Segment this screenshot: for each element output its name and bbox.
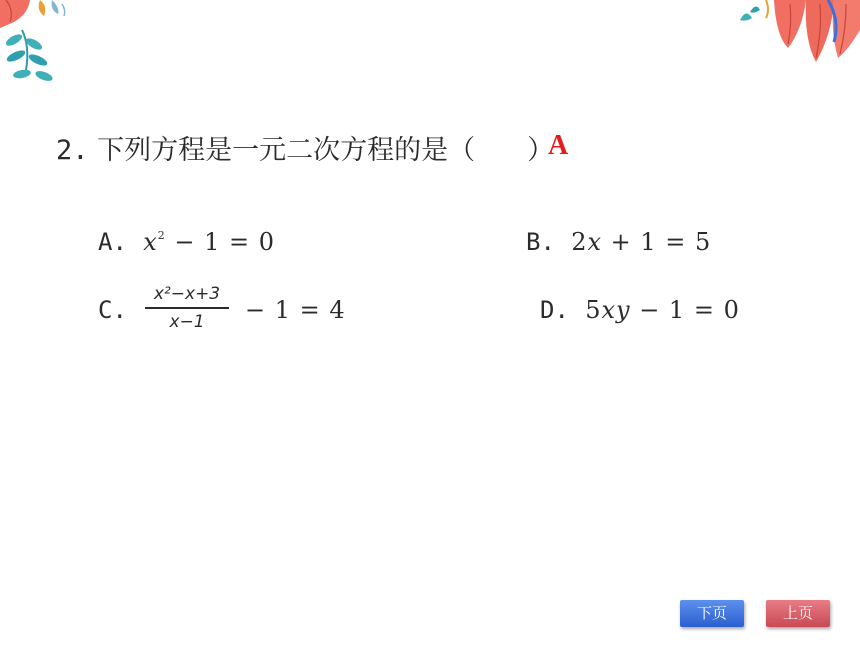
question-close-paren: ） — [527, 135, 555, 166]
floral-decoration-right — [730, 0, 860, 70]
option-a — [98, 228, 275, 256]
floral-decoration-left — [0, 0, 80, 95]
option-c-rest: − 1 = 4 — [245, 296, 346, 324]
option-c-numerator: x²−x+3 — [153, 284, 221, 304]
option-d-letter: D. — [540, 296, 569, 324]
option-a-equation: $x^2 - 1 = 0$ — [143, 228, 276, 256]
question-number: 2. — [56, 135, 89, 166]
answer-mark: A — [548, 130, 569, 161]
option-c-letter: C. — [98, 296, 127, 324]
option-b — [526, 228, 711, 256]
next-page-button[interactable]: 下页 — [680, 600, 744, 627]
option-c-denominator: x−1 — [169, 311, 205, 332]
fraction-bar — [145, 307, 229, 309]
option-d — [540, 296, 740, 324]
option-c — [98, 296, 127, 324]
previous-page-button[interactable]: 上页 — [766, 600, 830, 627]
option-b-letter: B. — [526, 228, 555, 256]
option-a-letter: A. — [98, 228, 127, 256]
option-d-equation: 5xy − 1 = 0 — [585, 296, 740, 324]
option-c-fraction — [145, 284, 229, 332]
question-stem: 下列方程是一元二次方程的是（ — [97, 135, 476, 166]
question-text — [56, 131, 554, 171]
option-b-equation: 2x + 1 = 5 — [571, 228, 712, 256]
